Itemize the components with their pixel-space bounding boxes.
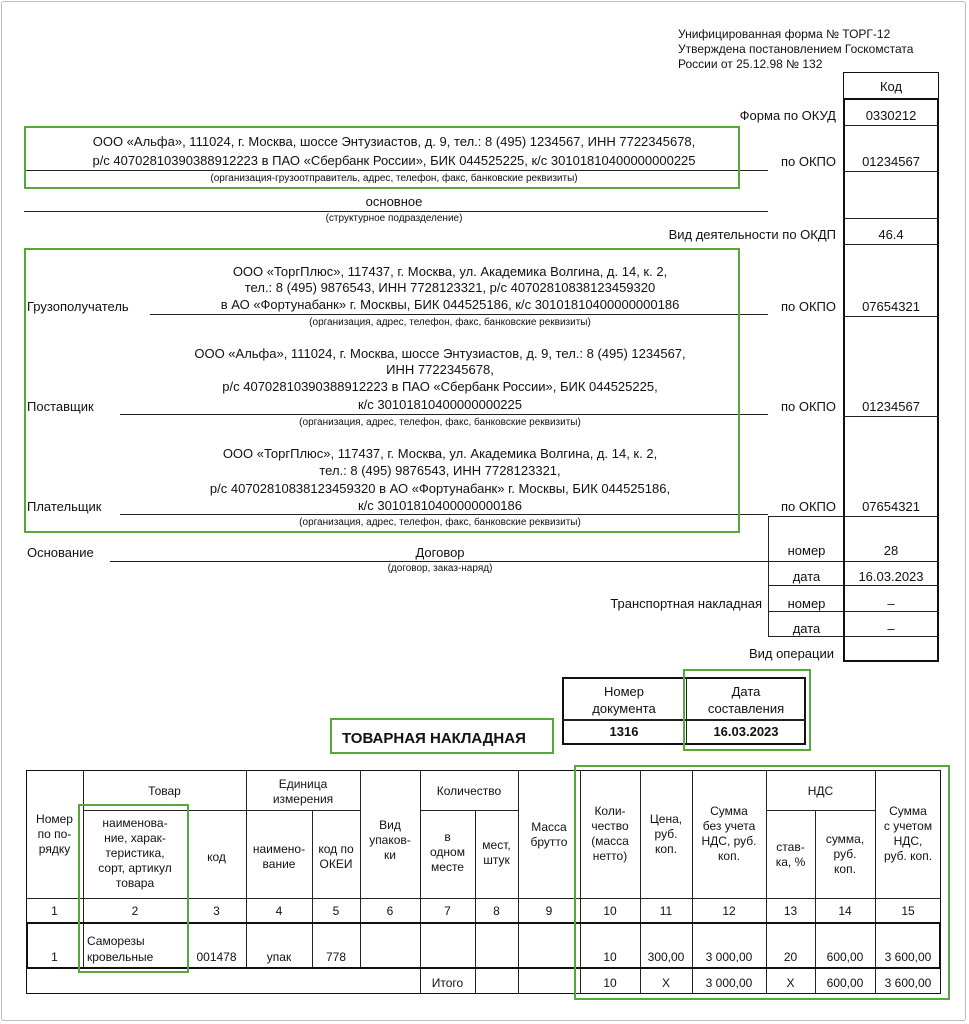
col-number-7: 7 — [444, 904, 451, 918]
col-qty-pcs-head: мест, штук — [482, 838, 511, 867]
doc-date-value: 16.03.2023 — [713, 724, 779, 739]
col-number-12: 12 — [722, 904, 736, 918]
col-unit-okei-head: код по ОКЕИ — [318, 842, 354, 871]
row-sum-w: 3 600,00 — [884, 950, 932, 964]
col-number-6: 6 — [386, 904, 394, 918]
row-code: 001478 — [196, 950, 237, 964]
row-vat-sum: 600,00 — [826, 950, 864, 964]
consignee-label: Грузополучатель — [27, 299, 129, 314]
col-qty-place-head: в одном месте — [430, 830, 465, 874]
document-title: ТОВАРНАЯ НАКЛАДНАЯ — [342, 730, 526, 747]
doc-number-head: Номер документа — [592, 684, 656, 716]
col-number-5: 5 — [332, 904, 340, 918]
form-header-line2: Утверждена постановлением Госкомстата — [678, 42, 914, 56]
supplier-line1: ООО «Альфа», 111024, г. Москва, шоссе Энтузиастов, д. 9, тел.: 8 (495) 1234567, — [194, 346, 686, 361]
row-net: 10 — [603, 950, 617, 964]
okpo-label-consignee: по ОКПО — [780, 299, 836, 314]
col-qty-head: Количество — [436, 784, 502, 798]
row-name: Саморезы кровельные — [87, 934, 154, 964]
col-vat-head: НДС — [807, 784, 834, 798]
okpo-sender-value: 01234567 — [862, 154, 920, 169]
total-net: 10 — [603, 976, 617, 990]
highlight-title — [330, 718, 554, 754]
okdp-value: 46.4 — [878, 227, 904, 242]
col-gross-head: Масса брутто — [530, 820, 568, 849]
row-num: 1 — [51, 950, 58, 964]
sender-caption: (организация-грузоотправитель, адрес, телефон, факс, банковские реквизиты) — [210, 173, 578, 184]
sender-line2: р/с 40702810390388912223 в ПАО «Сбербанк России», БИК 044525225, к/с 30101810400000000225 — [92, 153, 696, 168]
sender-line1: ООО «Альфа», 111024, г. Москва, шоссе Энтузиастов, д. 9, тел.: 8 (495) 1234567, ИНН 7722345678, — [92, 134, 696, 149]
consignee-line2: тел.: 8 (495) 9876543, ИНН 7728123321, р/с 40702810838123459320 — [244, 280, 656, 295]
col-num-head: Номер по по- рядку — [36, 812, 73, 856]
consignee-line3: в АО «Фортунабанк» г. Москвы, БИК 044525186, к/с 30101810400000000186 — [220, 297, 680, 312]
total-price: Х — [661, 976, 670, 990]
col-number-10: 10 — [603, 904, 617, 918]
col-goods-name-head: наименова- ние, харак- теристика, сорт, артикул товара — [98, 816, 172, 890]
consignee-line1: ООО «ТоргПлюс», 117437, г. Москва, ул. Академика Волгина, д. 14, к. 2, — [232, 264, 668, 279]
col-number-15: 15 — [901, 904, 915, 918]
col-number-1: 1 — [51, 904, 58, 918]
okpo-payer-value: 07654321 — [862, 499, 920, 514]
col-goods-code-head: код — [207, 850, 226, 864]
okdp-label: Вид деятельности по ОКДП — [668, 227, 836, 242]
total-label: Итого — [431, 976, 464, 990]
transport-date-value: – — [887, 621, 895, 636]
payer-caption: (организация, адрес, телефон, факс, банковские реквизиты) — [299, 517, 581, 528]
supplier-line4: к/с 30101810400000000225 — [357, 397, 522, 412]
okpo-label-sender: по ОКПО — [780, 154, 836, 169]
form-header-line3: России от 25.12.98 № 132 — [678, 57, 823, 71]
col-number-9: 9 — [545, 904, 553, 918]
transport-label: Транспортная накладная — [610, 596, 762, 611]
col-vat-sum-head: сумма, руб. коп. — [825, 832, 865, 876]
payer-line1: ООО «ТоргПлюс», 117437, г. Москва, ул. Академика Волгина, д. 14, к. 2, — [222, 446, 658, 461]
division-caption: (структурное подразделение) — [325, 213, 463, 224]
division-value: основное — [365, 194, 423, 209]
operation-label: Вид операции — [748, 646, 834, 661]
transport-date-label: дата — [792, 621, 821, 636]
highlight-parties — [24, 248, 740, 533]
form-header-line1: Унифицированная форма № ТОРГ-12 — [678, 27, 891, 41]
col-price-head: Цена, руб. коп. — [649, 812, 683, 856]
row-unit: упак — [266, 950, 292, 964]
basis-date-label: дата — [792, 569, 821, 584]
okud-value: 0330212 — [865, 108, 917, 123]
basis-date-value: 16.03.2023 — [858, 569, 924, 584]
highlight-goods-name — [78, 804, 189, 973]
col-number-14: 14 — [838, 904, 852, 918]
total-vat-rate: Х — [786, 976, 795, 990]
okpo-supplier-value: 01234567 — [862, 399, 920, 414]
col-pack-head: Вид упаков- ки — [369, 818, 411, 862]
total-sum-w: 3 600,00 — [884, 976, 932, 990]
basis-label: Основание — [27, 545, 94, 560]
transport-number-value: – — [887, 596, 895, 611]
supplier-line3: р/с 40702810390388912223 в ПАО «Сбербанк России», БИК 044525225, — [222, 379, 658, 394]
highlight-sender — [24, 126, 740, 189]
supplier-line2: ИНН 7722345678, — [386, 362, 494, 377]
row-okei: 778 — [325, 950, 347, 964]
row-vat-rate: 20 — [783, 950, 798, 964]
supplier-caption: (организация, адрес, телефон, факс, банковские реквизиты) — [299, 417, 581, 428]
basis-number-label: номер — [787, 543, 826, 558]
col-sum-w-head: Сумма с учетом НДС, руб. коп. — [883, 804, 933, 863]
col-goods-head: Товар — [148, 784, 181, 798]
payer-line2: тел.: 8 (495) 9876543, ИНН 7728123321, — [319, 463, 561, 478]
col-number-3: 3 — [213, 904, 220, 918]
okpo-label-supplier: по ОКПО — [780, 399, 836, 414]
col-number-13: 13 — [783, 904, 798, 918]
row-price: 300,00 — [647, 950, 685, 964]
payer-line4: к/с 30101810400000000186 — [357, 498, 522, 513]
col-number-11: 11 — [659, 904, 673, 918]
total-sum-wo: 3 000,00 — [705, 976, 753, 990]
basis-number-value: 28 — [883, 543, 899, 558]
col-number-4: 4 — [275, 904, 283, 918]
col-number-8: 8 — [493, 904, 500, 918]
supplier-label: Поставщик — [27, 399, 94, 414]
highlight-doc-date — [683, 669, 811, 751]
col-number-2: 2 — [131, 904, 139, 918]
doc-date-head: Дата составления — [707, 684, 785, 716]
total-vat-sum: 600,00 — [826, 976, 864, 990]
okpo-consignee-value: 07654321 — [862, 299, 920, 314]
row-sum-wo: 3 000,00 — [705, 950, 753, 964]
transport-number-label: номер — [787, 596, 826, 611]
okpo-label-payer: по ОКПО — [780, 499, 836, 514]
doc-number-value: 1316 — [609, 724, 639, 739]
col-vat-rate-head: став- ка, % — [775, 840, 806, 869]
payer-label: Плательщик — [27, 499, 102, 514]
okud-label: Форма по ОКУД — [739, 108, 836, 123]
highlight-amounts — [574, 765, 950, 1000]
codes-title: Код — [879, 79, 903, 94]
col-sum-wo-head: Сумма без учета НДС, руб. коп. — [701, 804, 757, 863]
basis-caption: (договор, заказ-наряд) — [387, 563, 493, 574]
consignee-caption: (организация, адрес, телефон, факс, банковские реквизиты) — [309, 317, 591, 328]
col-unit-name-head: наимено- вание — [252, 842, 306, 871]
col-net-head: Коли- чество (масса нетто) — [591, 804, 629, 863]
col-unit-head: Единица измерения — [272, 777, 334, 806]
payer-line3: р/с 40702810838123459320 в АО «Фортунабанк» г. Москвы, БИК 044525186, — [209, 481, 671, 496]
basis-value: Договор — [415, 545, 465, 560]
